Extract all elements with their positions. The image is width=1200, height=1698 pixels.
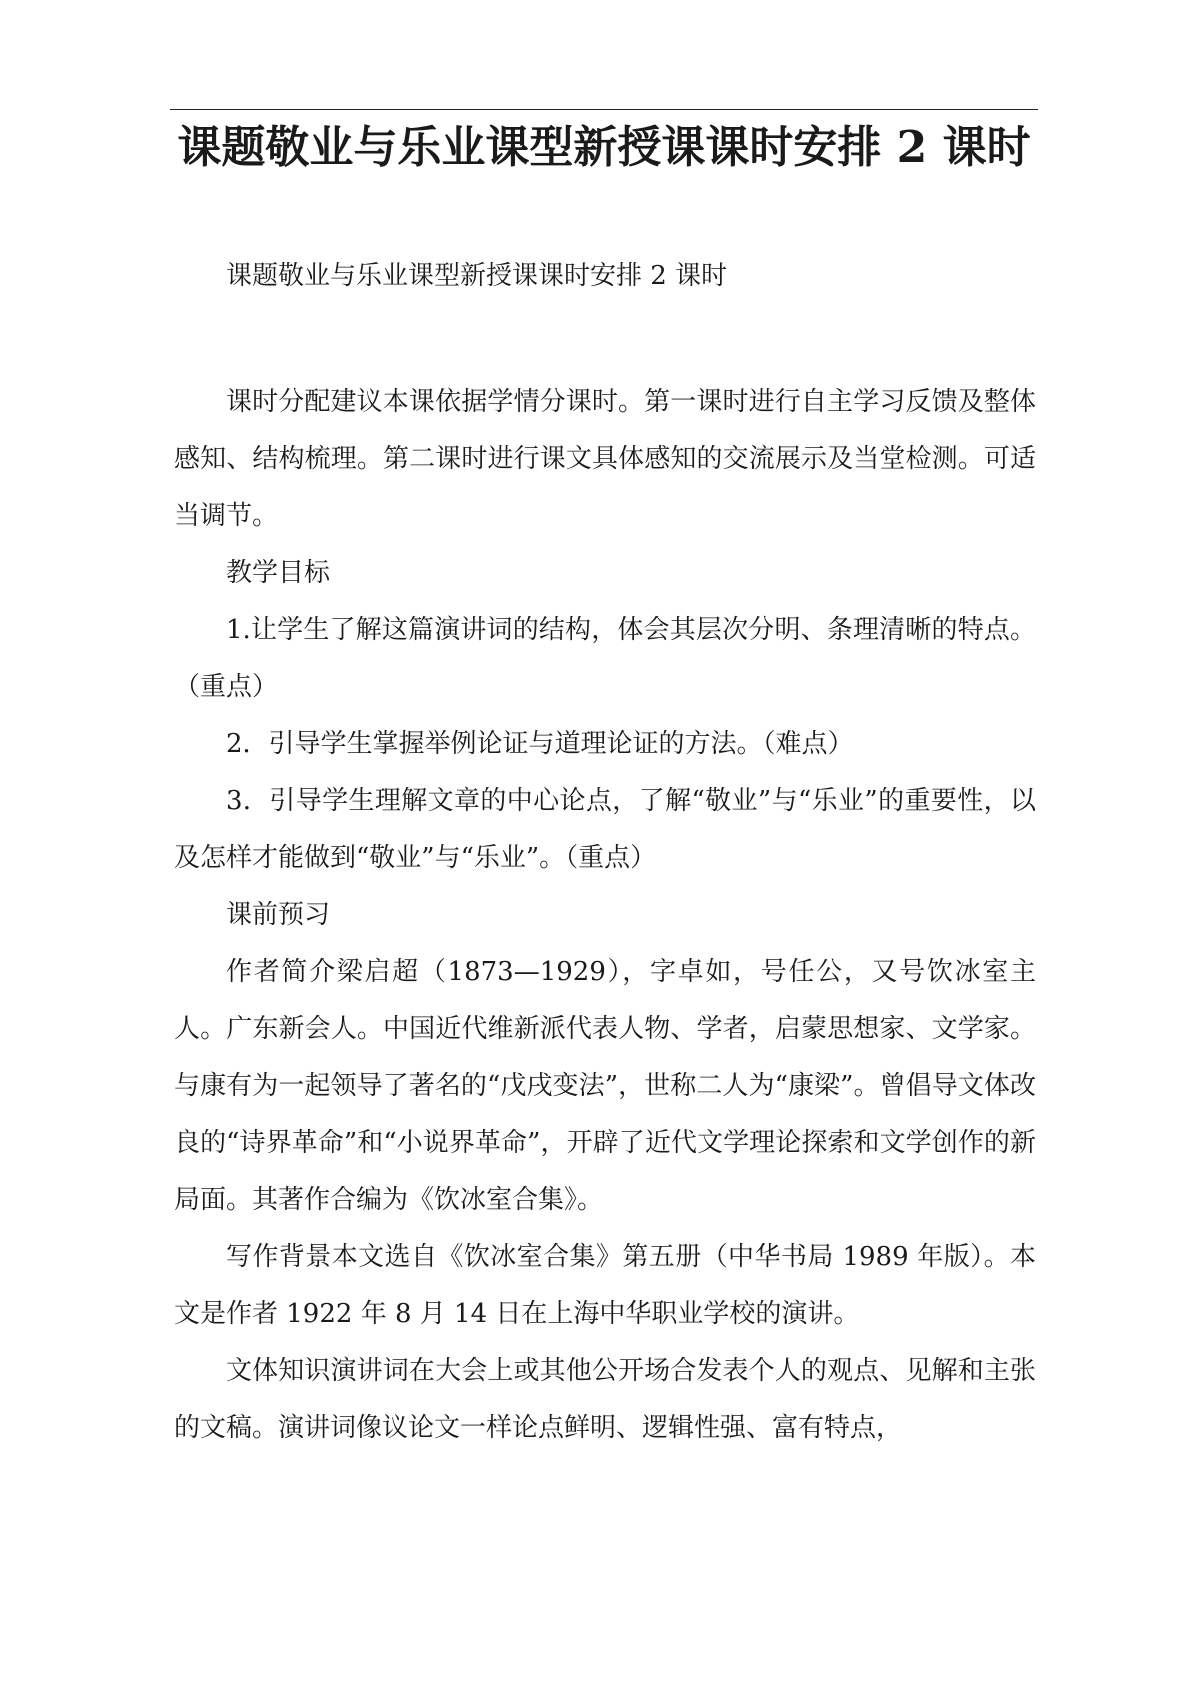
paragraph-genre: 文体知识演讲词在大会上或其他公开场合发表个人的观点、见解和主张的文稿。演讲词像议论文一样论点鲜明、逻辑性强、富有特点，	[174, 1356, 1036, 1443]
document-body	[174, 248, 1036, 1457]
heading-objectives: 教学目标	[226, 558, 331, 588]
paragraph-author: 作者简介梁启超（1873—1929），字卓如，号任公，又号饮冰室主人。广东新会人。中国近代维新派代表人物、学者，启蒙思想家、文学家。与康有为一起领导了著名的“戊戌变法”，世称二人为“康梁”。曾倡导文体改良的“诗界革命”和“小说界革命”，开辟了近代文学理论探索和文学创作的新局面。其著作合编为《饮冰室合集》。	[174, 957, 1036, 1215]
objective-3: 3．引导学生理解文章的中心论点，了解“敬业”与“乐业”的重要性，以及怎样才能做到“敬业”与“乐业”。（重点）	[174, 786, 1036, 873]
header-rule	[170, 109, 1038, 110]
heading-preview: 课前预习	[226, 900, 331, 930]
document-title: 课题敬业与乐业课型新授课课时安排 2 课时	[177, 122, 1031, 173]
objective-1: 1.让学生了解这篇演讲词的结构，体会其层次分明、条理清晰的特点。（重点）	[174, 615, 1036, 702]
subtitle-paragraph: 课题敬业与乐业课型新授课课时安排 2 课时	[226, 261, 728, 291]
paragraph-spacer	[174, 305, 1036, 374]
paragraph-schedule: 课时分配建议本课依据学情分课时。第一课时进行自主学习反馈及整体感知、结构梳理。第二课时进行课文具体感知的交流展示及当堂检测。可适当调节。	[174, 387, 1036, 531]
paragraph-background: 写作背景本文选自《饮冰室合集》第五册（中华书局 1989 年版）。本文是作者 1922 年 8 月 14 日在上海中华职业学校的演讲。	[174, 1242, 1036, 1329]
objective-2: 2．引导学生掌握举例论证与道理论证的方法。（难点）	[226, 729, 854, 759]
